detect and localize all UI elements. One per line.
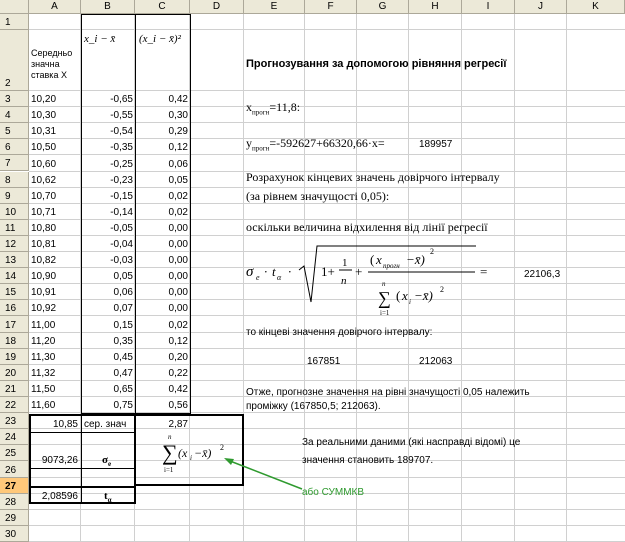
row-header-25[interactable]: 25	[0, 445, 29, 461]
cell-c7[interactable]: 0,06	[168, 158, 188, 170]
y-forecast[interactable]: $y_{прогн}=-592627+66320,66\cdot x=$	[246, 136, 385, 153]
cell-c23[interactable]: 2,87	[168, 419, 188, 430]
row-header-21[interactable]: 21	[0, 381, 29, 397]
cell-c3[interactable]: 0,42	[168, 94, 188, 106]
cell-c5[interactable]: 0,29	[168, 126, 188, 138]
svg-text:n: n	[168, 433, 172, 441]
cell-b16[interactable]: 0,07	[113, 303, 133, 315]
row-header-20[interactable]: 20	[0, 365, 29, 381]
svg-text:i=1: i=1	[380, 309, 390, 317]
since-line[interactable]: оскільки величина відхилення від лінії регресії	[246, 220, 488, 234]
cell-b20[interactable]: 0,47	[113, 367, 133, 379]
cell-c20[interactable]: 0,22	[168, 367, 188, 379]
row-header-23[interactable]: 23	[0, 413, 29, 429]
cell-c21[interactable]: 0,42	[168, 384, 188, 396]
row-header-10[interactable]: 10	[0, 204, 29, 220]
cell-b9[interactable]: -0,15	[110, 190, 133, 202]
thus-line-2[interactable]: проміжку (167850,5; 212063).	[246, 401, 381, 412]
cell-a2-header[interactable]: Середньо значна ставка Х	[31, 48, 73, 80]
column-header-d[interactable]: D	[190, 0, 244, 14]
row-header-14[interactable]: 14	[0, 268, 29, 284]
cell-c11[interactable]: 0,00	[168, 222, 188, 234]
svg-text:−x̄): −x̄)	[414, 288, 433, 303]
column-header-g[interactable]: G	[357, 0, 409, 14]
row-header-18[interactable]: 18	[0, 333, 29, 349]
svg-text:σ: σ	[246, 264, 254, 280]
cell-a19[interactable]: 11,30	[31, 351, 56, 363]
svg-text:−x̄): −x̄)	[406, 252, 425, 267]
row-header-26[interactable]: 26	[0, 461, 29, 477]
svg-text:2: 2	[440, 285, 444, 294]
row-header-7[interactable]: 7	[0, 155, 29, 171]
cell-c16[interactable]: 0,00	[168, 303, 188, 315]
svg-text:x: x	[376, 252, 382, 267]
real-line-2[interactable]: значення становить 189707.	[302, 455, 434, 466]
calc-line-1[interactable]: Розрахунок кінцевих значень довірчого інтервалу	[246, 170, 500, 184]
confidence-formula-image	[244, 240, 500, 324]
svg-text:·: ·	[288, 264, 292, 279]
row-header-17[interactable]: 17	[0, 316, 29, 332]
cell-b18[interactable]: 0,35	[113, 335, 133, 347]
svg-text:(: (	[370, 252, 375, 267]
cell-a27[interactable]: 2,08596	[41, 491, 78, 502]
row-header-27[interactable]: 27	[0, 478, 29, 494]
cell-a21[interactable]: 11,50	[31, 384, 56, 396]
row-header-16[interactable]: 16	[0, 300, 29, 316]
row-header-24[interactable]: 24	[0, 429, 29, 445]
cell-b17[interactable]: 0,15	[113, 319, 133, 331]
cell-c22[interactable]: 0,56	[168, 400, 188, 412]
cell-c15[interactable]: 0,00	[168, 287, 188, 299]
cell-c19[interactable]: 0,20	[168, 351, 188, 363]
svg-text:e: e	[256, 273, 260, 282]
cell-a10[interactable]: 10,71	[31, 206, 57, 218]
cell-a8[interactable]: 10,62	[31, 174, 57, 186]
cell-a12[interactable]: 10,81	[31, 239, 57, 251]
cell-b10[interactable]: -0,14	[110, 206, 133, 218]
svg-text:2: 2	[220, 443, 224, 452]
cell-a13[interactable]: 10,82	[31, 255, 57, 267]
cell-c6[interactable]: 0,12	[168, 142, 188, 154]
svg-text:·: ·	[264, 264, 268, 279]
column-header-h[interactable]: H	[409, 0, 462, 14]
cell-a22[interactable]: 11,60	[31, 400, 56, 412]
cell-c13[interactable]: 0,00	[168, 255, 188, 267]
cell-a7[interactable]: 10,60	[31, 158, 57, 170]
row-header-5[interactable]: 5	[0, 123, 29, 139]
cell-a15[interactable]: 10,91	[31, 287, 57, 299]
svg-text:+: +	[355, 264, 363, 279]
cell-a20[interactable]: 11,32	[31, 367, 56, 379]
column-header-a[interactable]: A	[29, 0, 81, 14]
row-header-4[interactable]: 4	[0, 107, 29, 123]
cell-a25[interactable]: 9073,26	[41, 455, 78, 466]
row-header-19[interactable]: 19	[0, 349, 29, 365]
svg-text:i: i	[409, 298, 411, 306]
cell-b8[interactable]: -0,23	[110, 174, 133, 186]
svg-text:i: i	[190, 454, 192, 462]
row-header-15[interactable]: 15	[0, 284, 29, 300]
cell-c18[interactable]: 0,12	[168, 335, 188, 347]
svg-text:1: 1	[342, 257, 348, 269]
cell-b11[interactable]: -0,05	[110, 222, 133, 234]
column-header-e[interactable]: E	[244, 0, 305, 14]
green-arrow-icon	[220, 455, 310, 495]
cell-a18[interactable]: 11,20	[31, 335, 56, 347]
cell-a9[interactable]: 10,70	[31, 190, 57, 202]
cell-c10[interactable]: 0,02	[168, 206, 188, 218]
annotation-summkv: або СУММКВ	[302, 487, 365, 498]
select-all-corner[interactable]	[0, 0, 29, 14]
cell-b22[interactable]: 0,75	[113, 400, 133, 412]
interval-low[interactable]: 167851	[307, 356, 341, 367]
svg-text:x: x	[402, 288, 408, 303]
cell-c17[interactable]: 0,02	[168, 319, 188, 331]
svg-text:−x̄): −x̄)	[194, 446, 212, 460]
cell-a16[interactable]: 10,92	[31, 303, 57, 315]
cell-a5[interactable]: 10,31	[31, 126, 57, 138]
svg-text:n: n	[382, 280, 386, 288]
row-header-8[interactable]: 8	[0, 172, 29, 188]
svg-text:t: t	[272, 264, 276, 279]
column-header-c[interactable]: C	[135, 0, 190, 14]
cell-c9[interactable]: 0,02	[168, 190, 188, 202]
row-header-22[interactable]: 22	[0, 397, 29, 413]
cell-c1-formula[interactable]: (x_i − x̄)²	[139, 33, 181, 45]
thus-line-1[interactable]: Отже, прогнозне значення на рівні значущості 0,05 належить	[246, 387, 530, 398]
svg-text:2: 2	[430, 247, 434, 256]
svg-text:(x: (x	[178, 446, 188, 460]
cell-b19[interactable]: 0,45	[113, 351, 133, 363]
forecast-title[interactable]: Прогнозування за допомогою рівняння регресії	[246, 58, 507, 70]
svg-text:i=1: i=1	[164, 466, 174, 474]
calc-line-2[interactable]: (за рівнем значущості 0,05):	[246, 189, 390, 203]
cell-b4[interactable]: -0,55	[110, 110, 133, 122]
cell-a6[interactable]: 10,50	[31, 142, 57, 154]
svg-text:прогн: прогн	[383, 262, 400, 270]
cell-a14[interactable]: 10,90	[31, 271, 57, 283]
row-header-3[interactable]: 3	[0, 91, 29, 107]
cell-b12[interactable]: -0,04	[110, 239, 133, 251]
y-forecast-result[interactable]: 189957	[419, 139, 453, 150]
cell-a11[interactable]: 10,80	[31, 222, 57, 234]
row-header-1[interactable]: 1	[0, 14, 29, 30]
cell-b1-formula[interactable]: x_i − x̄	[84, 33, 116, 45]
row-header-13[interactable]: 13	[0, 252, 29, 268]
then-line[interactable]: то кінцеві значення довірчого інтервалу:	[246, 327, 433, 338]
cell-b6[interactable]: -0,35	[110, 142, 133, 154]
row-header-9[interactable]: 9	[0, 188, 29, 204]
formula-result[interactable]: 22106,3	[524, 269, 561, 280]
cell-b27[interactable]: $t_\alpha$	[104, 490, 112, 505]
cell-c12[interactable]: 0,00	[168, 239, 188, 251]
cell-b25[interactable]: $\sigma_е$	[102, 454, 112, 469]
column-header-i[interactable]: I	[462, 0, 515, 14]
column-header-j[interactable]: J	[515, 0, 567, 14]
svg-text:α: α	[277, 273, 282, 282]
sum-formula-image	[158, 430, 228, 476]
svg-text:n: n	[341, 275, 347, 287]
x-forecast[interactable]: $x_{прогн}=11,8$:	[246, 100, 301, 117]
cell-a23[interactable]: 10,85	[52, 419, 78, 430]
row-header-29[interactable]: 29	[0, 510, 29, 526]
cell-a17[interactable]: 11,00	[31, 319, 56, 331]
cell-b21[interactable]: 0,65	[113, 384, 133, 396]
column-header-f[interactable]: F	[305, 0, 357, 14]
row-header-6[interactable]: 6	[0, 139, 29, 155]
cell-a4[interactable]: 10,30	[31, 110, 57, 122]
svg-text:=: =	[480, 264, 488, 279]
row-header-30[interactable]: 30	[0, 526, 29, 542]
interval-high[interactable]: 212063	[419, 356, 453, 367]
cell-b15[interactable]: 0,06	[113, 287, 133, 299]
row-header-28[interactable]: 28	[0, 494, 29, 510]
column-header-k[interactable]: K	[567, 0, 625, 14]
row-header-2[interactable]: 2	[0, 30, 29, 91]
row-header-12[interactable]: 12	[0, 236, 29, 252]
svg-text:(: (	[396, 288, 401, 303]
column-header-b[interactable]: B	[81, 0, 135, 14]
svg-text:∑: ∑	[378, 288, 391, 308]
cell-c8[interactable]: 0,05	[168, 174, 188, 186]
cell-c14[interactable]: 0,00	[168, 271, 188, 283]
cell-b23[interactable]: сер. знач	[84, 419, 127, 430]
cell-a3[interactable]: 10,20	[31, 94, 57, 106]
row-header-11[interactable]: 11	[0, 220, 29, 236]
cell-b7[interactable]: -0,25	[110, 158, 133, 170]
cell-b5[interactable]: -0,54	[110, 126, 133, 138]
real-line-1[interactable]: За реальними даними (які насправді відомі) це	[302, 437, 521, 448]
svg-text:∑: ∑	[162, 440, 178, 465]
cell-c4[interactable]: 0,30	[168, 110, 188, 122]
cell-b13[interactable]: -0,03	[110, 255, 133, 267]
cell-b14[interactable]: 0,05	[113, 271, 133, 283]
svg-text:1+: 1+	[321, 264, 335, 279]
cell-b3[interactable]: -0,65	[110, 94, 133, 106]
